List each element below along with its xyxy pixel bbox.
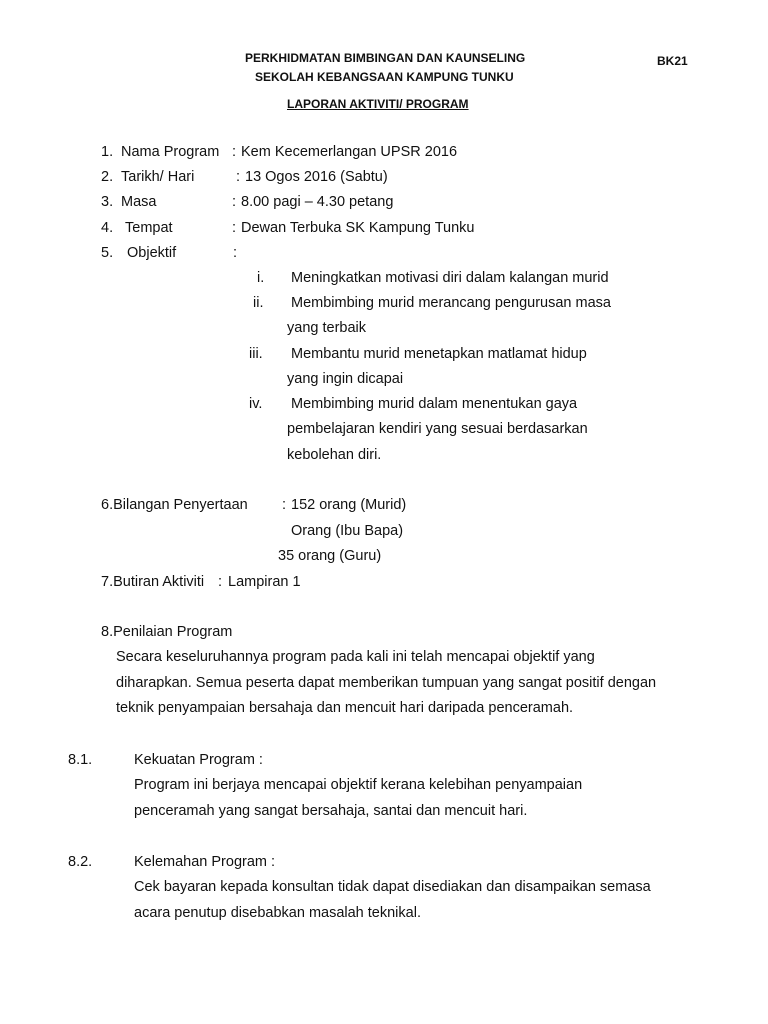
- item-1-value: Kem Kecemerlangan UPSR 2016: [241, 144, 458, 160]
- item-5-colon: :: [233, 245, 238, 261]
- objective-4-numeral: iv.: [249, 396, 263, 412]
- participation-murid: 152 orang (Murid): [291, 497, 407, 513]
- objective-2-numeral: ii.: [253, 295, 264, 311]
- strength-line-1: Program ini berjaya mencapai objektif kerana kelebihan penyampaian: [134, 777, 583, 793]
- objective-3-line-2: yang ingin dicapai: [287, 371, 404, 387]
- objective-3-line-1: Membantu murid menetapkan matlamat hidup: [291, 346, 587, 362]
- evaluation-line-3: teknik penyampaian bersahaja dan mencuit hari daripada penceramah.: [116, 700, 574, 716]
- objective-4-line-3: kebolehan diri.: [287, 447, 382, 463]
- item-4-value: Dewan Terbuka SK Kampung Tunku: [241, 220, 475, 236]
- item-2-value: 13 Ogos 2016 (Sabtu): [245, 169, 388, 185]
- item-4-colon: :: [232, 220, 237, 236]
- strength-line-2: penceramah yang sangat bersahaja, santai dan mencuit hari.: [134, 803, 528, 819]
- item-2-label: Tarikh/ Hari: [121, 169, 195, 185]
- item-3-colon: :: [232, 194, 237, 210]
- objective-4-line-1: Membimbing murid dalam menentukan gaya: [291, 396, 578, 412]
- objective-1-numeral: i.: [257, 270, 265, 286]
- objective-4-line-2: pembelajaran kendiri yang sesuai berdasarkan: [287, 421, 588, 437]
- item-4-label: Tempat: [125, 220, 173, 236]
- document-code: BK21: [657, 54, 688, 68]
- item-4-number: 4.: [101, 220, 114, 236]
- objective-1-line-1: Meningkatkan motivasi diri dalam kalangan murid: [291, 270, 609, 286]
- item-1-label: Nama Program: [121, 144, 220, 160]
- header-line-1: PERKHIDMATAN BIMBINGAN DAN KAUNSELING: [245, 51, 526, 65]
- report-title: LAPORAN AKTIVITI/ PROGRAM: [287, 97, 469, 111]
- item-5-label: Objektif: [127, 245, 177, 261]
- participation-ibubapa: Orang (Ibu Bapa): [291, 523, 404, 539]
- item-1-colon: :: [232, 144, 237, 160]
- item-3-label: Masa: [121, 194, 157, 210]
- activity-label: 7.Butiran Aktiviti: [101, 574, 205, 590]
- weakness-line-2: acara penutup disebabkan masalah teknikal.: [134, 905, 421, 921]
- item-5-number: 5.: [101, 245, 114, 261]
- weakness-line-1: Cek bayaran kepada konsultan tidak dapat disediakan dan disampaikan semasa: [134, 879, 651, 895]
- weakness-heading: Kelemahan Program :: [134, 854, 276, 870]
- item-3-number: 3.: [101, 194, 114, 210]
- evaluation-line-2: diharapkan. Semua peserta dapat memberikan tumpuan yang sangat positif dengan: [116, 675, 657, 691]
- participation-label: 6.Bilangan Penyertaan: [101, 497, 248, 513]
- participation-guru: 35 orang (Guru): [278, 548, 382, 564]
- item-1-number: 1.: [101, 144, 114, 160]
- evaluation-heading: 8.Penilaian Program: [101, 624, 233, 640]
- item-2-colon: :: [236, 169, 241, 185]
- evaluation-line-1: Secara keseluruhannya program pada kali ini telah mencapai objektif yang: [116, 649, 595, 665]
- item-3-value: 8.00 pagi – 4.30 petang: [241, 194, 394, 210]
- strength-number: 8.1.: [68, 752, 93, 768]
- activity-colon: :: [218, 574, 223, 590]
- weakness-number: 8.2.: [68, 854, 93, 870]
- strength-heading: Kekuatan Program :: [134, 752, 263, 768]
- item-2-number: 2.: [101, 169, 114, 185]
- objective-3-numeral: iii.: [249, 346, 263, 362]
- participation-colon: :: [282, 497, 287, 513]
- objective-2-line-1: Membimbing murid merancang pengurusan masa: [291, 295, 611, 311]
- header-line-2: SEKOLAH KEBANGSAAN KAMPUNG TUNKU: [255, 70, 514, 84]
- objective-2-line-2: yang terbaik: [287, 320, 366, 336]
- activity-value: Lampiran 1: [228, 574, 301, 590]
